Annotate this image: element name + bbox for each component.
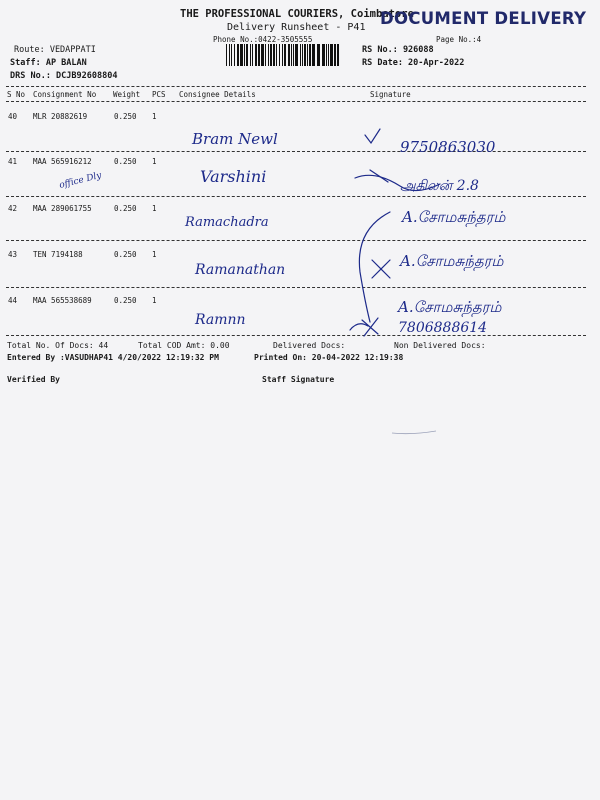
barcode: [226, 44, 340, 66]
barcode-bar: [282, 44, 283, 66]
barcode-bar: [334, 44, 336, 66]
total-docs: Total No. Of Docs: 44: [7, 341, 109, 350]
barcode-bar: [302, 44, 303, 66]
handwritten-signature: A.சோமசுந்தரம்: [402, 208, 506, 226]
row-sno: 42: [8, 204, 18, 213]
barcode-bar: [246, 44, 248, 66]
row-sno: 43: [8, 250, 18, 259]
runsheet-title: Delivery Runsheet - P41: [227, 22, 366, 33]
row-pcs: 1: [152, 250, 157, 259]
row-pcs: 1: [152, 204, 157, 213]
barcode-bar: [328, 44, 329, 66]
col-weight: Weight: [113, 90, 141, 99]
header-bottom-rule: [6, 101, 586, 102]
row-consignment: MAA 565916212: [33, 157, 92, 166]
row-divider: [6, 151, 586, 152]
handwritten-name: Bram Newl: [192, 130, 278, 148]
barcode-bar: [226, 44, 227, 66]
row-weight: 0.250: [114, 112, 137, 121]
row-sno: 40: [8, 112, 18, 121]
row-pcs: 1: [152, 157, 157, 166]
barcode-bar: [300, 44, 301, 66]
document-delivery-stamp: DOCUMENT DELIVERY: [380, 9, 587, 28]
barcode-bar: [265, 44, 266, 66]
barcode-bar: [268, 44, 269, 66]
row-weight: 0.250: [114, 204, 137, 213]
handwritten-note: office Dly: [58, 170, 103, 191]
row-pcs: 1: [152, 296, 157, 305]
barcode-bar: [309, 44, 311, 66]
handwritten-name: Ramnn: [195, 312, 246, 328]
barcode-bar: [255, 44, 257, 66]
barcode-bar: [304, 44, 306, 66]
handwritten-name: Ramachadra: [185, 215, 269, 230]
barcode-bar: [270, 44, 272, 66]
route-label: Route: VEDAPPATI: [14, 45, 96, 55]
table-row: [0, 157, 600, 187]
drs-number: DRS No.: DCJB92608804: [10, 71, 118, 81]
phone-number: Phone No.:0422-3505555: [213, 35, 313, 44]
barcode-bar: [276, 44, 277, 66]
barcode-bar: [291, 44, 292, 66]
row-divider: [6, 287, 586, 288]
table-row: [0, 204, 600, 234]
total-cod: Total COD Amt: 0.00: [138, 341, 230, 350]
barcode-bar: [317, 44, 320, 66]
row-divider: [6, 240, 586, 241]
barcode-bar: [322, 44, 325, 66]
handwritten-name: Ramanathan: [195, 262, 286, 278]
barcode-bar: [240, 44, 243, 66]
handwritten-signature: அகிலன் 2.8: [400, 178, 479, 194]
col-pcs: PCS: [152, 90, 166, 99]
pen-mark: [390, 425, 440, 437]
staff-label: Staff: AP BALAN: [10, 58, 87, 68]
row-sno: 44: [8, 296, 18, 305]
row-consignment: MAA 289061755: [33, 204, 92, 213]
barcode-bar: [312, 44, 315, 66]
company-name: THE PROFESSIONAL COURIERS, Coimbatore: [180, 8, 414, 20]
table-row: [0, 296, 600, 326]
barcode-bar: [295, 44, 298, 66]
barcode-bar: [234, 44, 235, 66]
barcode-bar: [293, 44, 294, 66]
row-pcs: 1: [152, 112, 157, 121]
barcode-bar: [273, 44, 275, 66]
handwritten-signature: A.சோமசுந்தரம்: [398, 298, 502, 316]
handwritten-phone: 9750863030: [400, 138, 496, 156]
barcode-bar: [237, 44, 239, 66]
barcode-bar: [250, 44, 251, 66]
page-number: Page No.:4: [436, 35, 482, 44]
barcode-bar: [330, 44, 333, 66]
verified-by: Verified By: [7, 375, 60, 384]
header-top-rule: [6, 86, 586, 87]
staff-signature: Staff Signature: [262, 375, 335, 384]
row-weight: 0.250: [114, 157, 137, 166]
table-bottom-rule: [6, 335, 586, 336]
table-row: [0, 250, 600, 280]
barcode-bar: [261, 44, 264, 66]
rs-date: RS Date: 20-Apr-2022: [362, 58, 465, 68]
row-weight: 0.250: [114, 296, 137, 305]
row-weight: 0.250: [114, 250, 137, 259]
row-consignment: TEN 7194188: [33, 250, 83, 259]
barcode-bar: [279, 44, 280, 66]
row-consignment: MLR 20882619: [33, 112, 88, 121]
barcode-bar: [258, 44, 260, 66]
barcode-bar: [244, 44, 245, 66]
handwritten-signature: A.சோமசுந்தரம்: [400, 252, 504, 270]
barcode-bar: [288, 44, 290, 66]
barcode-bar: [326, 44, 327, 66]
delivered-docs: Delivered Docs:: [273, 341, 346, 350]
barcode-bar: [284, 44, 286, 66]
handwritten-name: Varshini: [200, 167, 267, 186]
handwritten-phone: 7806888614: [398, 320, 488, 336]
non-delivered-docs: Non Delivered Docs:: [394, 341, 486, 350]
rs-number: RS No.: 926088: [362, 45, 434, 55]
col-consignment: Consignment No: [33, 90, 97, 99]
entered-by: Entered By :VASUDHAP41 4/20/2022 12:19:32 PM: [7, 353, 219, 362]
barcode-bar: [337, 44, 339, 66]
barcode-bar: [252, 44, 253, 66]
barcode-bar: [231, 44, 232, 66]
col-consignee: Consignee Details: [179, 90, 256, 99]
col-sno: S No: [7, 90, 26, 99]
printed-on: Printed On: 20-04-2022 12:19:38: [254, 353, 404, 362]
table-row: [0, 112, 600, 142]
row-consignment: MAA 565538689: [33, 296, 92, 305]
barcode-bar: [307, 44, 308, 66]
barcode-bar: [229, 44, 230, 66]
col-signature: Signature: [370, 90, 411, 99]
row-sno: 41: [8, 157, 18, 166]
row-divider: [6, 196, 586, 197]
